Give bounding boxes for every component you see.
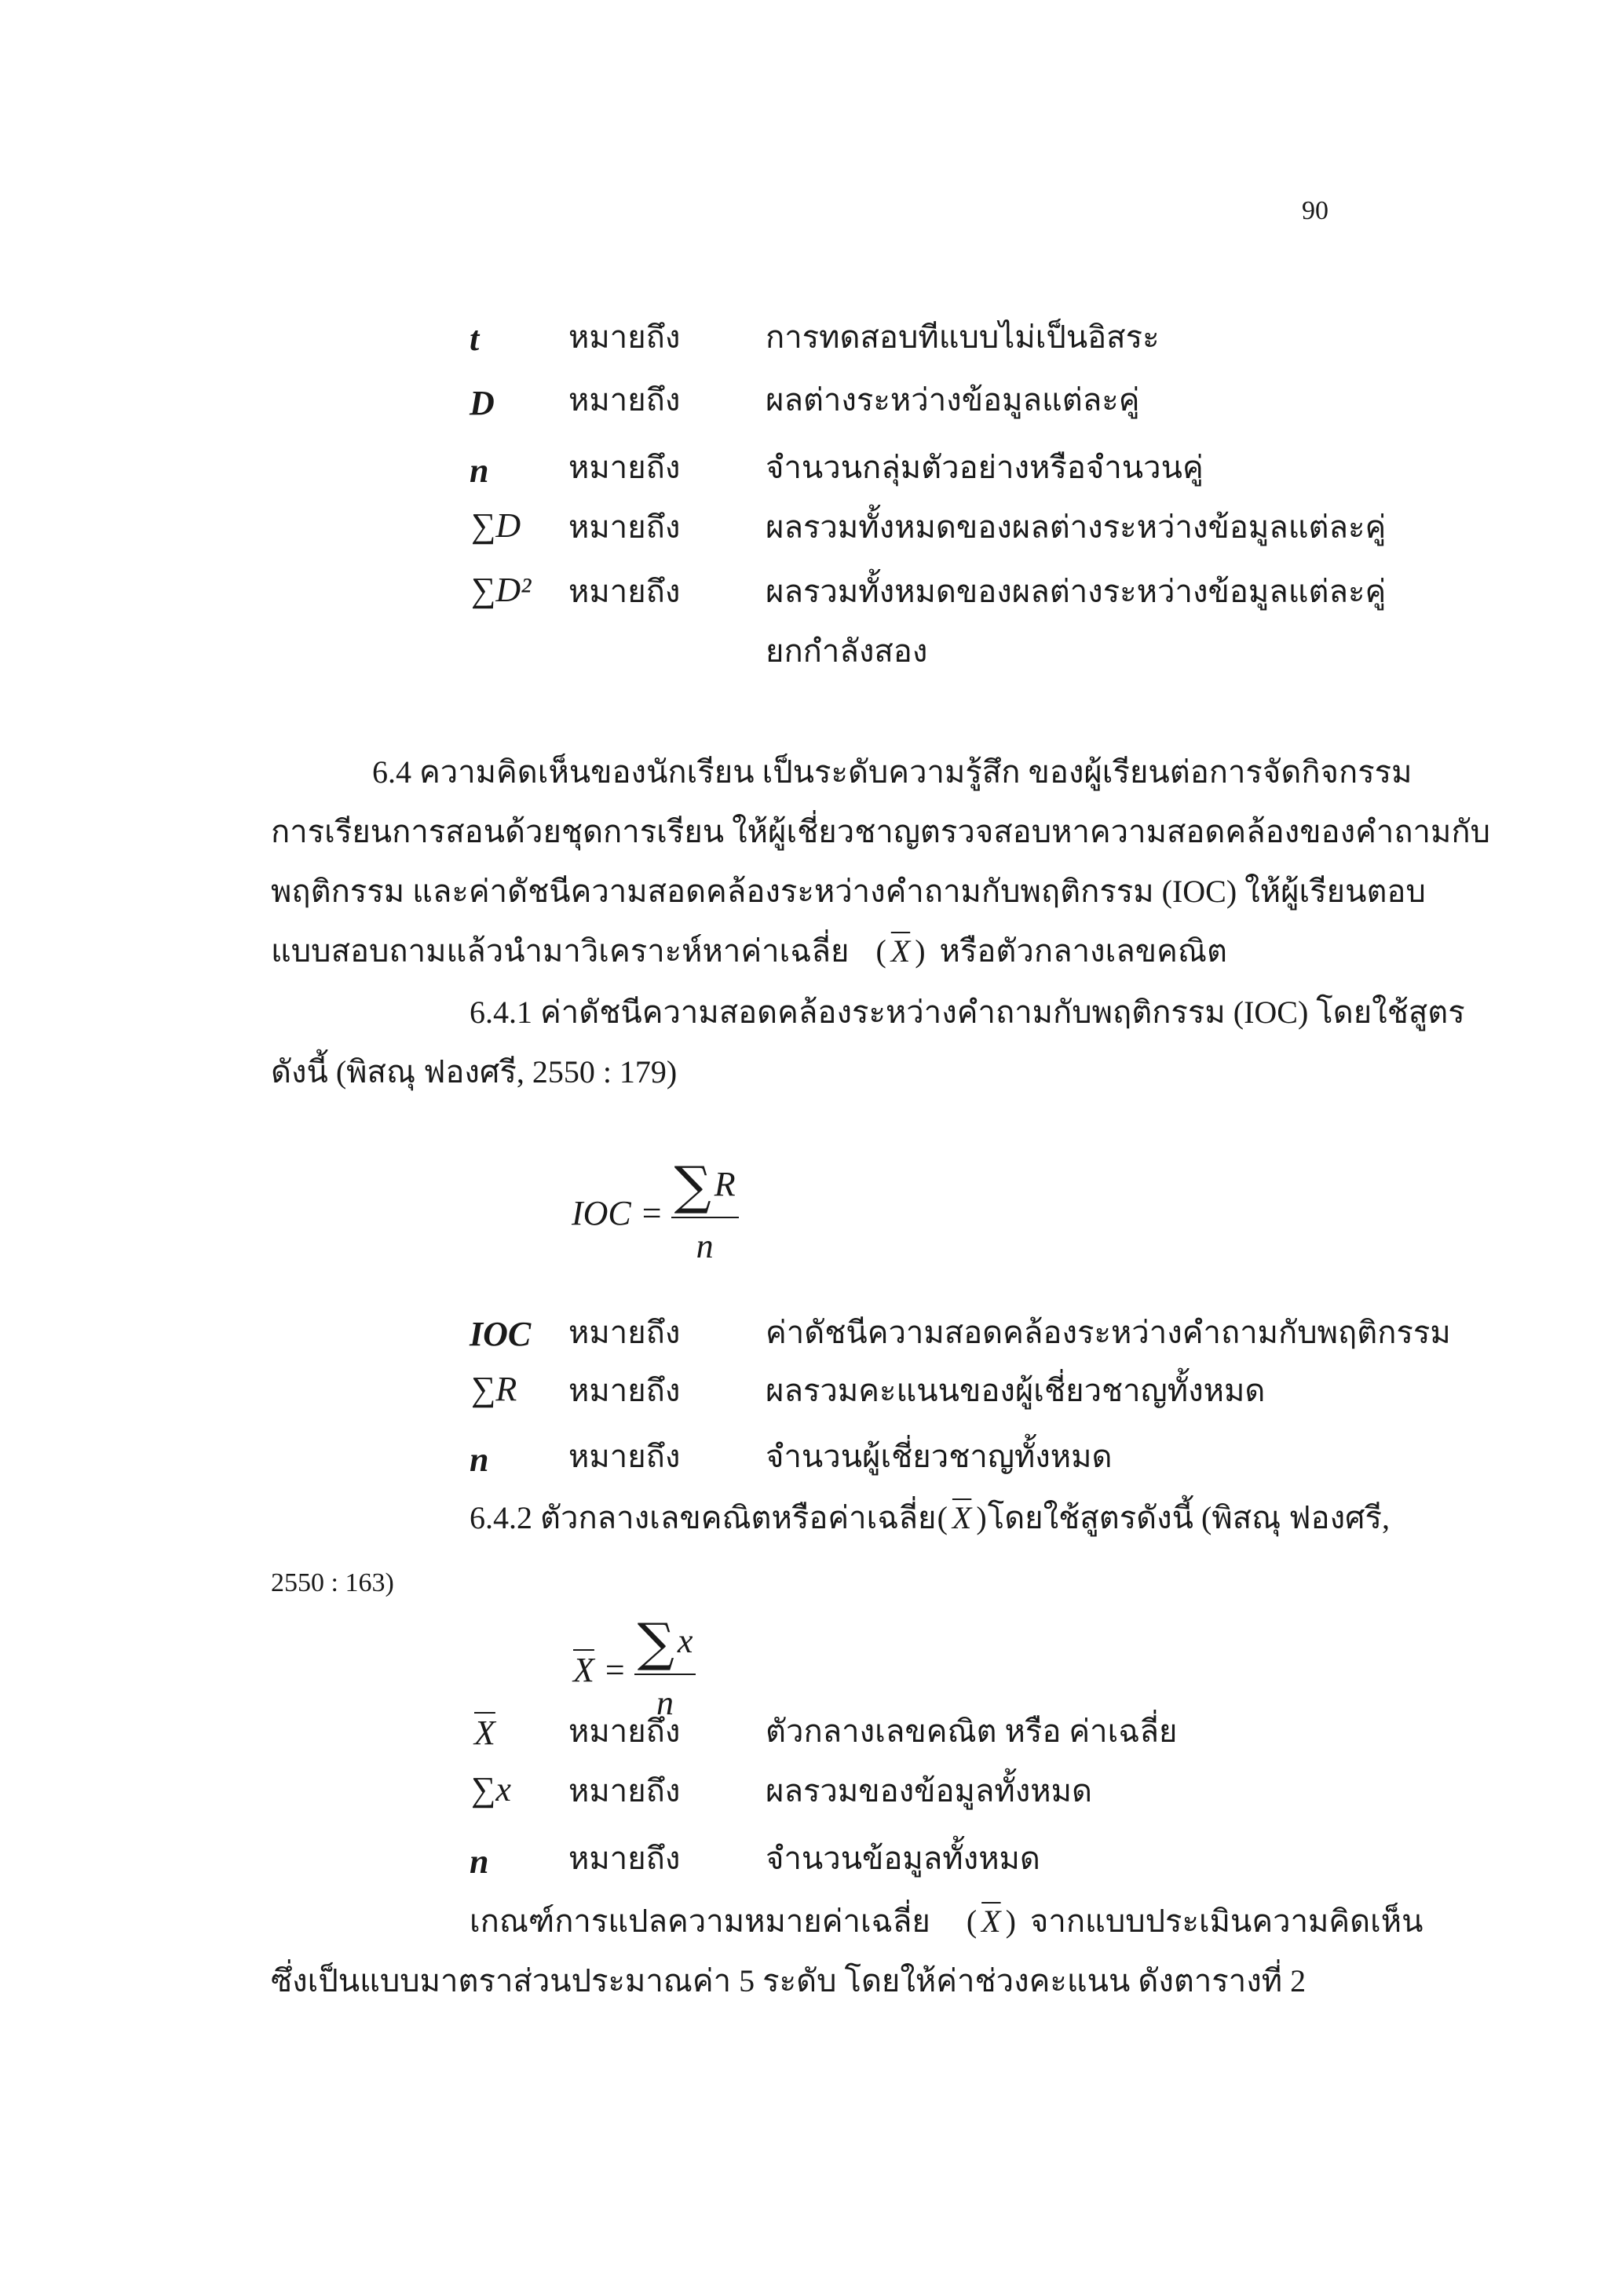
meaning-word: หมายถึง bbox=[568, 574, 681, 609]
definition-D: ผลต่างระหว่างข้อมูลแต่ละคู่ bbox=[766, 382, 1140, 418]
symbol-IOC: IOC bbox=[470, 1315, 532, 1353]
fraction bbox=[634, 1612, 696, 1723]
x-bar-symbol: $\overline{X}$ bbox=[890, 933, 911, 969]
subsection-heading: 6.4.1 ค่าดัชนีความสอดคล้องระหว่างคำถามกับพฤติกรรม (IOC) โดยใช้สูตร bbox=[470, 995, 1465, 1030]
meaning-word: หมายถึง bbox=[568, 509, 681, 545]
denominator: n bbox=[656, 1684, 674, 1722]
x-bar-symbol: $\overline{X}$ bbox=[952, 1500, 972, 1535]
paragraph-line: 6.4 ความคิดเห็นของนักเรียน เป็นระดับความรู้สึก ของผู้เรียนต่อการจัดกิจกรรม bbox=[372, 754, 1412, 790]
equals-sign: = bbox=[641, 1194, 662, 1232]
definition-IOC: ค่าดัชนีความสอดคล้องระหว่างคำถามกับพฤติกรรม bbox=[766, 1315, 1451, 1350]
symbol-n: n bbox=[470, 1842, 489, 1881]
line-text: 6.4.2 ตัวกลางเลขคณิตหรือค่าเฉลี่ย bbox=[470, 1500, 937, 1535]
equals-sign: = bbox=[605, 1651, 625, 1689]
formula-lhs: $\overline{X}$ bbox=[573, 1651, 594, 1689]
meaning-word: หมายถึง bbox=[568, 319, 681, 355]
line-text: โดยใช้สูตรดังนี้ (พิสณุ ฟองศรี, bbox=[987, 1500, 1390, 1535]
symbol-sum-R: ∑R bbox=[471, 1370, 517, 1408]
line-text: เกณฑ์การแปลความหมายค่าเฉลี่ย bbox=[470, 1904, 930, 1939]
definition-continuation: ยกกำลังสอง bbox=[766, 633, 928, 669]
meaning-word: หมายถึง bbox=[568, 450, 681, 485]
fraction bbox=[671, 1155, 739, 1266]
definition-sum-x: ผลรวมของข้อมูลทั้งหมด bbox=[766, 1773, 1093, 1809]
page-number: 90 bbox=[1302, 196, 1328, 225]
definition-sum-R: ผลรวมคะแนนของผู้เชี่ยวชาญทั้งหมด bbox=[766, 1373, 1266, 1408]
meaning-word: หมายถึง bbox=[568, 1373, 681, 1408]
definition-n: จำนวนผู้เชี่ยวชาญทั้งหมด bbox=[766, 1439, 1113, 1474]
definition-n: จำนวนข้อมูลทั้งหมด bbox=[766, 1841, 1040, 1876]
numerator bbox=[671, 1155, 739, 1218]
paragraph-line: พฤติกรรม และค่าดัชนีความสอดคล้องระหว่างคำถามกับพฤติกรรม (IOC) ให้ผู้เรียนตอบ bbox=[271, 874, 1426, 909]
sigma-icon: ∑ bbox=[637, 1612, 674, 1673]
numerator-var: R bbox=[714, 1165, 736, 1203]
line-text: หรือตัวกลางเลขคณิต bbox=[939, 933, 1227, 969]
paragraph-line: การเรียนการสอนด้วยชุดการเรียน ให้ผู้เชี่ยวชาญตรวจสอบหาความสอดคล้องของคำถามกับ bbox=[271, 814, 1490, 849]
definition-t: การทดสอบทีแบบไม่เป็นอิสระ bbox=[766, 319, 1160, 355]
meaning-word: หมายถึง bbox=[568, 1773, 681, 1809]
meaning-word: หมายถึง bbox=[568, 1714, 681, 1749]
symbol-x-bar: $\overline{X}$ bbox=[474, 1714, 495, 1752]
line-text: แบบสอบถามแล้วนำมาวิเคราะห์หาค่าเฉลี่ย bbox=[271, 933, 850, 969]
criteria-line: เกณฑ์การแปลความหมายค่าเฉลี่ย ( $\overline{X}$ ) จากแบบประเมินความคิดเห็น bbox=[470, 1904, 1423, 1939]
numerator-var: x bbox=[677, 1622, 693, 1660]
meaning-word: หมายถึง bbox=[568, 1315, 681, 1350]
symbol-sum-D: ∑D bbox=[471, 506, 521, 545]
citation-line: 2550 : 163) bbox=[271, 1568, 394, 1597]
meaning-word: หมายถึง bbox=[568, 1439, 681, 1474]
definition-n: จำนวนกลุ่มตัวอย่างหรือจำนวนคู่ bbox=[766, 450, 1204, 485]
mean-formula bbox=[573, 1612, 696, 1723]
denominator: n bbox=[696, 1227, 714, 1265]
symbol-n: n bbox=[470, 1440, 489, 1479]
symbol-sum-D-squared: ∑D² bbox=[471, 571, 532, 609]
symbol-D: D bbox=[470, 384, 495, 422]
sigma-icon: ∑ bbox=[674, 1155, 711, 1216]
ioc-formula bbox=[572, 1155, 739, 1266]
paragraph-line-with-mean: แบบสอบถามแล้วนำมาวิเคราะห์หาค่าเฉลี่ย ( $\overline{X}$ ) หรือตัวกลางเลขคณิต bbox=[271, 933, 1227, 969]
x-bar-symbol: $\overline{X}$ bbox=[981, 1904, 1001, 1939]
definition-x-bar: ตัวกลางเลขคณิต หรือ ค่าเฉลี่ย bbox=[766, 1714, 1178, 1749]
subsection-heading: 6.4.2 ตัวกลางเลขคณิตหรือค่าเฉลี่ย ( $\overline{X}$ ) โดยใช้สูตรดังนี้ (พิสณุ ฟองศรี, bbox=[470, 1500, 1390, 1535]
symbol-n: n bbox=[470, 451, 489, 490]
citation-line: ดังนี้ (พิสณุ ฟองศรี, 2550 : 179) bbox=[271, 1054, 678, 1090]
symbol-sum-x: ∑x bbox=[471, 1770, 511, 1809]
line-text: จากแบบประเมินความคิดเห็น bbox=[1029, 1904, 1423, 1939]
meaning-word: หมายถึง bbox=[568, 382, 681, 418]
symbol-t: t bbox=[470, 319, 480, 358]
meaning-word: หมายถึง bbox=[568, 1841, 681, 1876]
definition-sum-D: ผลรวมทั้งหมดของผลต่างระหว่างข้อมูลแต่ละคู่ bbox=[766, 509, 1387, 545]
criteria-line: ซึ่งเป็นแบบมาตราส่วนประมาณค่า 5 ระดับ โดยให้ค่าช่วงคะแนน ดังตารางที่ 2 bbox=[271, 1963, 1306, 1999]
numerator bbox=[634, 1612, 696, 1675]
definition-sum-D-squared: ผลรวมทั้งหมดของผลต่างระหว่างข้อมูลแต่ละคู่ bbox=[766, 574, 1387, 609]
formula-lhs: IOC bbox=[572, 1194, 631, 1232]
